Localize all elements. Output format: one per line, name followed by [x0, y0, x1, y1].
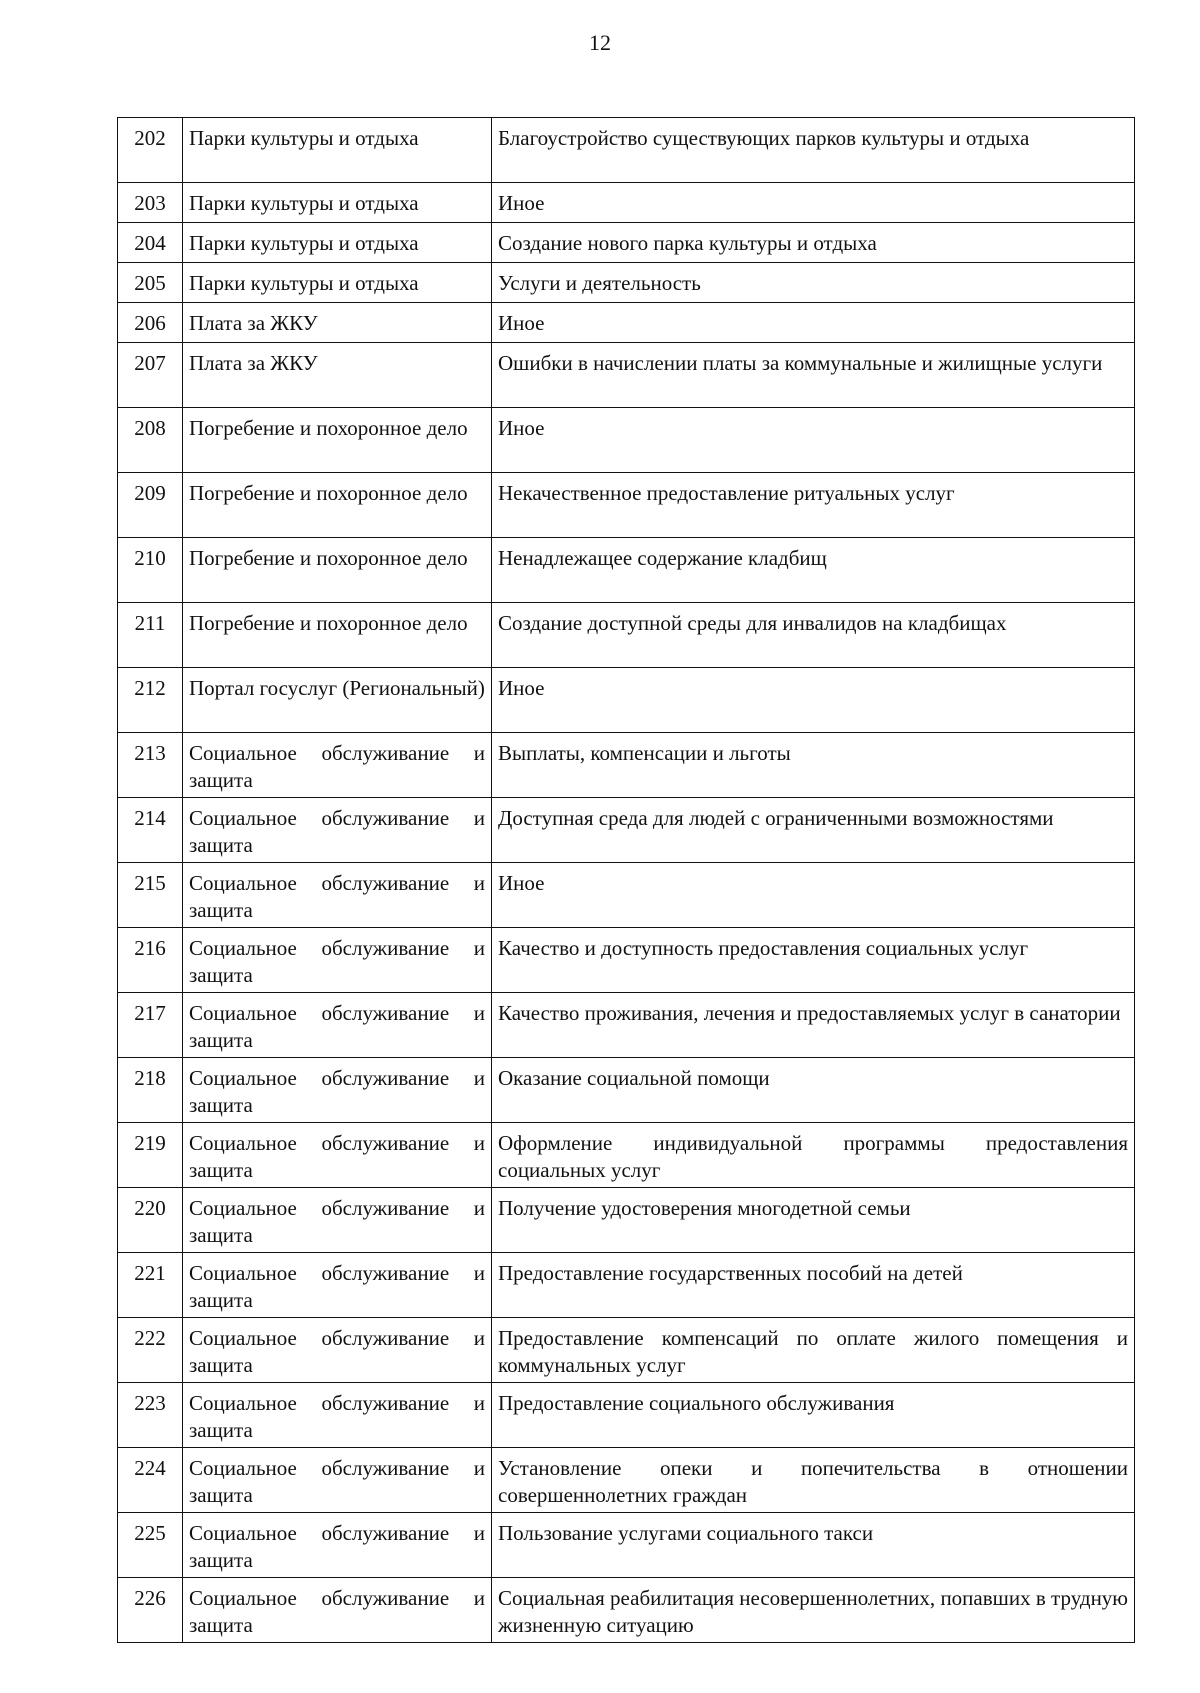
row-number: 219 [118, 1123, 183, 1188]
table-row [118, 343, 1135, 408]
page-number: 12 [589, 30, 611, 55]
row-description: Некачественное предоставление ритуальных услуг [492, 473, 1135, 538]
row-number: 222 [118, 1318, 183, 1383]
row-category: Парки культуры и отдыха [183, 118, 492, 183]
row-description: Качество и доступность предоставления социальных услуг [492, 928, 1135, 993]
row-number: 209 [118, 473, 183, 538]
row-number: 206 [118, 303, 183, 343]
row-description: Предоставление государственных пособий на детей [492, 1253, 1135, 1318]
table-row [118, 1318, 1135, 1383]
table-row [118, 668, 1135, 733]
table-row [118, 1188, 1135, 1253]
row-number: 220 [118, 1188, 183, 1253]
row-category: Парки культуры и отдыха [183, 263, 492, 303]
table-row [118, 118, 1135, 183]
row-category: Социальное обслуживание и защита [183, 1058, 492, 1123]
row-description: Социальная реабилитация несовершеннолетних, попавших в трудную жизненную ситуацию [492, 1578, 1135, 1643]
row-number: 210 [118, 538, 183, 603]
row-description: Пользование услугами социального такси [492, 1513, 1135, 1578]
row-description: Иное [492, 408, 1135, 473]
row-description: Иное [492, 668, 1135, 733]
row-category: Социальное обслуживание и защита [183, 993, 492, 1058]
table-row [118, 863, 1135, 928]
row-number: 203 [118, 183, 183, 223]
row-number: 211 [118, 603, 183, 668]
row-category: Социальное обслуживание и защита [183, 863, 492, 928]
row-description: Создание доступной среды для инвалидов на кладбищах [492, 603, 1135, 668]
row-description: Оказание социальной помощи [492, 1058, 1135, 1123]
row-description: Ненадлежащее содержание кладбищ [492, 538, 1135, 603]
table-row [118, 1253, 1135, 1318]
row-number: 207 [118, 343, 183, 408]
row-number: 214 [118, 798, 183, 863]
row-number: 223 [118, 1383, 183, 1448]
row-description: Предоставление компенсаций по оплате жилого помещения и коммунальных услуг [492, 1318, 1135, 1383]
row-number: 212 [118, 668, 183, 733]
table-row [118, 223, 1135, 263]
row-description: Выплаты, компенсации и льготы [492, 733, 1135, 798]
row-number: 218 [118, 1058, 183, 1123]
table-row [118, 1513, 1135, 1578]
row-number: 225 [118, 1513, 183, 1578]
table-row [118, 183, 1135, 223]
table-row [118, 733, 1135, 798]
row-description: Установление опеки и попечительства в отношении совершеннолетних граждан [492, 1448, 1135, 1513]
table-row [118, 603, 1135, 668]
row-number: 226 [118, 1578, 183, 1643]
row-category: Социальное обслуживание и защита [183, 928, 492, 993]
row-description: Услуги и деятельность [492, 263, 1135, 303]
table-row [118, 303, 1135, 343]
row-number: 216 [118, 928, 183, 993]
table-row [118, 473, 1135, 538]
table-row [118, 263, 1135, 303]
row-description: Качество проживания, лечения и предоставляемых услуг в санатории [492, 993, 1135, 1058]
row-number: 205 [118, 263, 183, 303]
row-category: Социальное обслуживание и защита [183, 1383, 492, 1448]
row-category: Социальное обслуживание и защита [183, 1188, 492, 1253]
row-number: 221 [118, 1253, 183, 1318]
row-category: Парки культуры и отдыха [183, 183, 492, 223]
row-category: Социальное обслуживание и защита [183, 1318, 492, 1383]
row-number: 215 [118, 863, 183, 928]
table-row [118, 538, 1135, 603]
table-row [118, 928, 1135, 993]
row-description: Иное [492, 183, 1135, 223]
row-category: Плата за ЖКУ [183, 303, 492, 343]
row-category: Социальное обслуживание и защита [183, 1513, 492, 1578]
row-number: 208 [118, 408, 183, 473]
row-description: Предоставление социального обслуживания [492, 1383, 1135, 1448]
row-category: Погребение и похоронное дело [183, 538, 492, 603]
row-description: Иное [492, 863, 1135, 928]
row-description: Оформление индивидуальной программы предоставления социальных услуг [492, 1123, 1135, 1188]
row-description: Ошибки в начислении платы за коммунальные и жилищные услуги [492, 343, 1135, 408]
row-category: Парки культуры и отдыха [183, 223, 492, 263]
table-row [118, 408, 1135, 473]
table-row [118, 1123, 1135, 1188]
row-description: Доступная среда для людей с ограниченными возможностями [492, 798, 1135, 863]
classification-table [117, 117, 1135, 1643]
row-category: Социальное обслуживание и защита [183, 798, 492, 863]
row-category: Социальное обслуживание и защита [183, 1578, 492, 1643]
row-number: 224 [118, 1448, 183, 1513]
table-row [118, 1383, 1135, 1448]
table-row [118, 1058, 1135, 1123]
row-number: 202 [118, 118, 183, 183]
table-row [118, 798, 1135, 863]
row-category: Плата за ЖКУ [183, 343, 492, 408]
row-description: Создание нового парка культуры и отдыха [492, 223, 1135, 263]
row-category: Социальное обслуживание и защита [183, 733, 492, 798]
table-row [118, 1448, 1135, 1513]
row-description: Благоустройство существующих парков культуры и отдыха [492, 118, 1135, 183]
row-category: Портал госуслуг (Региональный) [183, 668, 492, 733]
table-row [118, 1578, 1135, 1643]
row-number: 213 [118, 733, 183, 798]
row-category: Социальное обслуживание и защита [183, 1253, 492, 1318]
row-number: 204 [118, 223, 183, 263]
table-row [118, 993, 1135, 1058]
row-number: 217 [118, 993, 183, 1058]
row-description: Получение удостоверения многодетной семьи [492, 1188, 1135, 1253]
row-category: Социальное обслуживание и защита [183, 1123, 492, 1188]
row-category: Погребение и похоронное дело [183, 408, 492, 473]
table-body [118, 118, 1135, 1643]
row-category: Погребение и похоронное дело [183, 603, 492, 668]
row-description: Иное [492, 303, 1135, 343]
row-category: Погребение и похоронное дело [183, 473, 492, 538]
row-category: Социальное обслуживание и защита [183, 1448, 492, 1513]
